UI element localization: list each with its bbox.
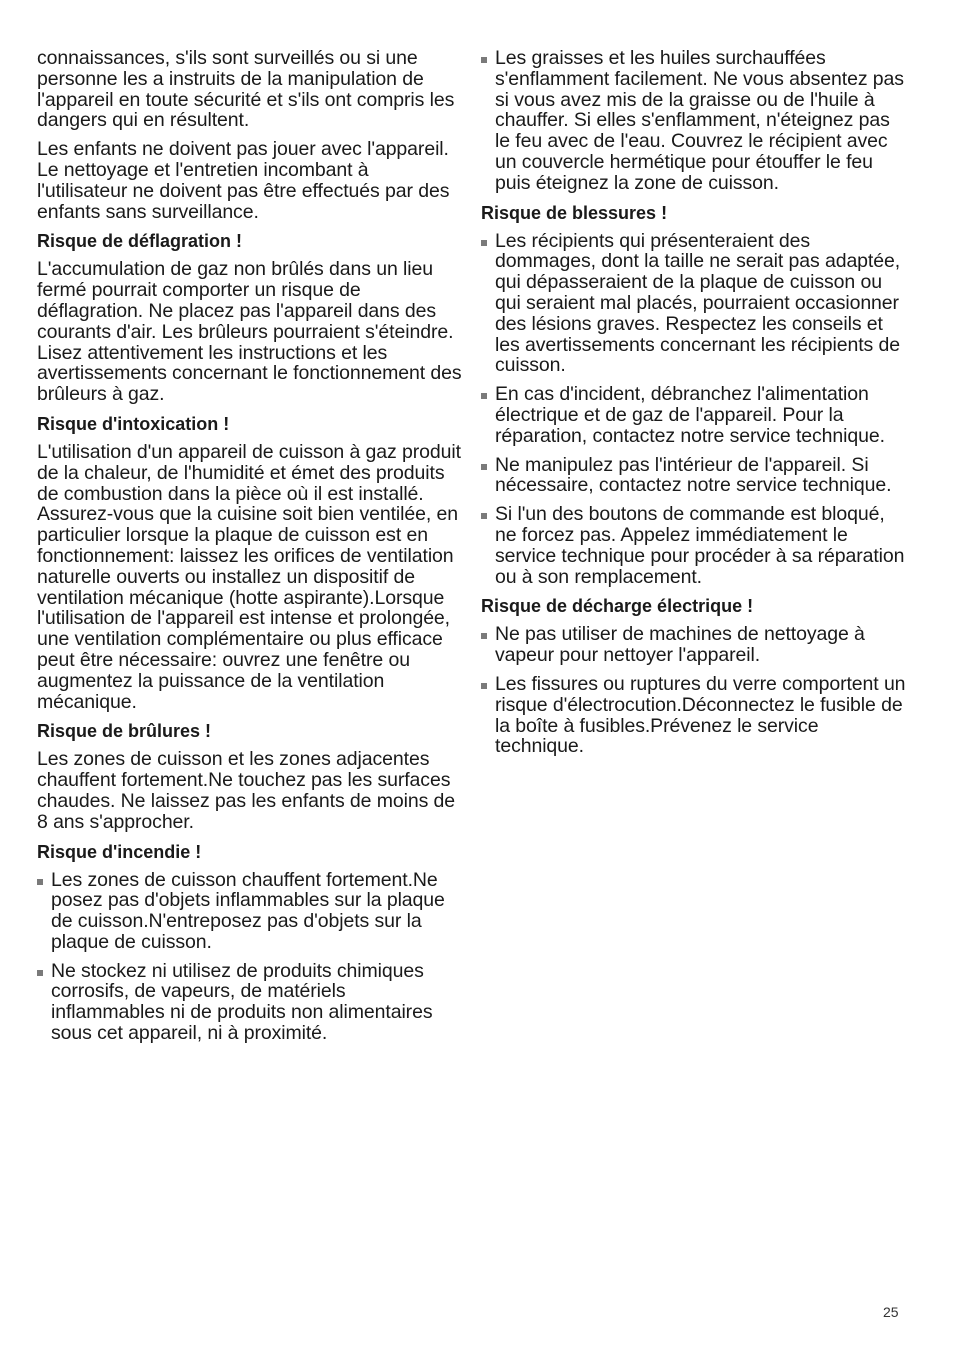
page-number: 25 [883, 1304, 899, 1320]
paragraph-deflagration: L'accumulation de gaz non brûlés dans un lieu fermé pourrait comporter un risque de déflagration. Ne placez pas l'appareil dans des courants d'air. Les brûleurs pourraient s'éteindre. Lisez attentivement les instructions et les avertissements concernant le fonctionnement des brûleurs à gaz. [37, 258, 462, 406]
list-blessures [481, 231, 906, 588]
list-incendie [37, 870, 462, 1044]
paragraph-supervision: connaissances, s'ils sont surveillés ou si une personne les a instruits de la manipulation de l'appareil en toute sécurité et s'ils ont compris les dangers qui en résultent. [37, 47, 455, 132]
list-item: Ne pas utiliser de machines de nettoyage à vapeur pour nettoyer l'appareil. [481, 624, 906, 666]
list-item: Les récipients qui présenteraient des dommages, dont la taille ne serait pas adaptée, qui dépasseraient de la plaque de cuisson ou qui seraient mal placés, pourraient occasionner des lésions graves. Respectez les conseils et les avertissements concernant les récipients de cuisson. [481, 231, 906, 377]
list-decharge-electrique [481, 624, 906, 757]
heading-deflagration: Risque de déflagration ! [37, 231, 243, 252]
heading-incendie: Risque d'incendie ! [37, 841, 202, 862]
heading-blessures: Risque de blessures ! [481, 202, 668, 223]
list-item: Les zones de cuisson chauffent fortement.Ne posez pas d'objets inflammables sur la plaque de cuisson.N'entreposez pas d'objets sur la plaque de cuisson. [37, 870, 462, 953]
left-column [37, 48, 462, 1052]
list-item: Ne stockez ni utilisez de produits chimiques corrosifs, de vapeurs, de matériels inflammables ni de produits non alimentaires sous cet appareil, ni à proximité. [37, 961, 462, 1044]
list-item: En cas d'incident, débranchez l'alimentation électrique et de gaz de l'appareil. Pour la réparation, contactez notre service technique. [481, 384, 906, 446]
list-incendie-continued [481, 48, 906, 194]
heading-brulures: Risque de brûlures ! [37, 721, 212, 742]
list-item: Les graisses et les huiles surchauffées s'enflamment facilement. Ne vous absentez pas si vous avez mis de la graisse ou de l'huile à chauffer. Si elles s'enflamment, n'éteignez pas le feu avec de l'eau. Couvrez le récipient avec un couvercle hermétique pour étouffer le feu puis éteignez la zone de cuisson. [481, 48, 906, 194]
list-item: Les fissures ou ruptures du verre comportent un risque d'électrocution.Déconnectez le fusible de la boîte à fusibles.Prévenez le service technique. [481, 674, 906, 757]
paragraph-brulures: Les zones de cuisson et les zones adjacentes chauffent fortement.Ne touchez pas les surfaces chaudes. Ne laissez pas les enfants de moins de 8 ans s'approcher. [37, 748, 456, 833]
list-item: Ne manipulez pas l'intérieur de l'appareil. Si nécessaire, contactez notre service technique. [481, 455, 906, 497]
heading-decharge-electrique: Risque de décharge électrique ! [481, 596, 754, 617]
list-item: Si l'un des boutons de commande est bloqué, ne forcez pas. Appelez immédiatement le service technique pour procéder à sa réparation ou à son remplacement. [481, 504, 906, 587]
paragraph-children: Les enfants ne doivent pas jouer avec l'appareil. Le nettoyage et l'entretien incombant à l'utilisateur ne doivent pas être effectués par des enfants sans surveillance. [37, 138, 450, 223]
heading-intoxication: Risque d'intoxication ! [37, 413, 230, 434]
paragraph-intoxication: L'utilisation d'un appareil de cuisson à gaz produit de la chaleur, de l'humidité et émet des produits de combustion dans la pièce où il est installé. Assurez-vous que la cuisine soit bien ventilée, en particulier lorsque la plaque de cuisson est en fonctionnement: laissez les orifices de ventilation naturelle ouverts ou installez un dispositif de ventilation mécanique (hotte aspirante).Lorsque l'utilisation de l'appareil est intense et prolongée, une ventilation complémentaire ou plus efficace peut être nécessaire: ouvrez une fenêtre ou augmentez la puissance de la ventilation mécanique. [37, 440, 461, 713]
right-column [481, 48, 906, 765]
